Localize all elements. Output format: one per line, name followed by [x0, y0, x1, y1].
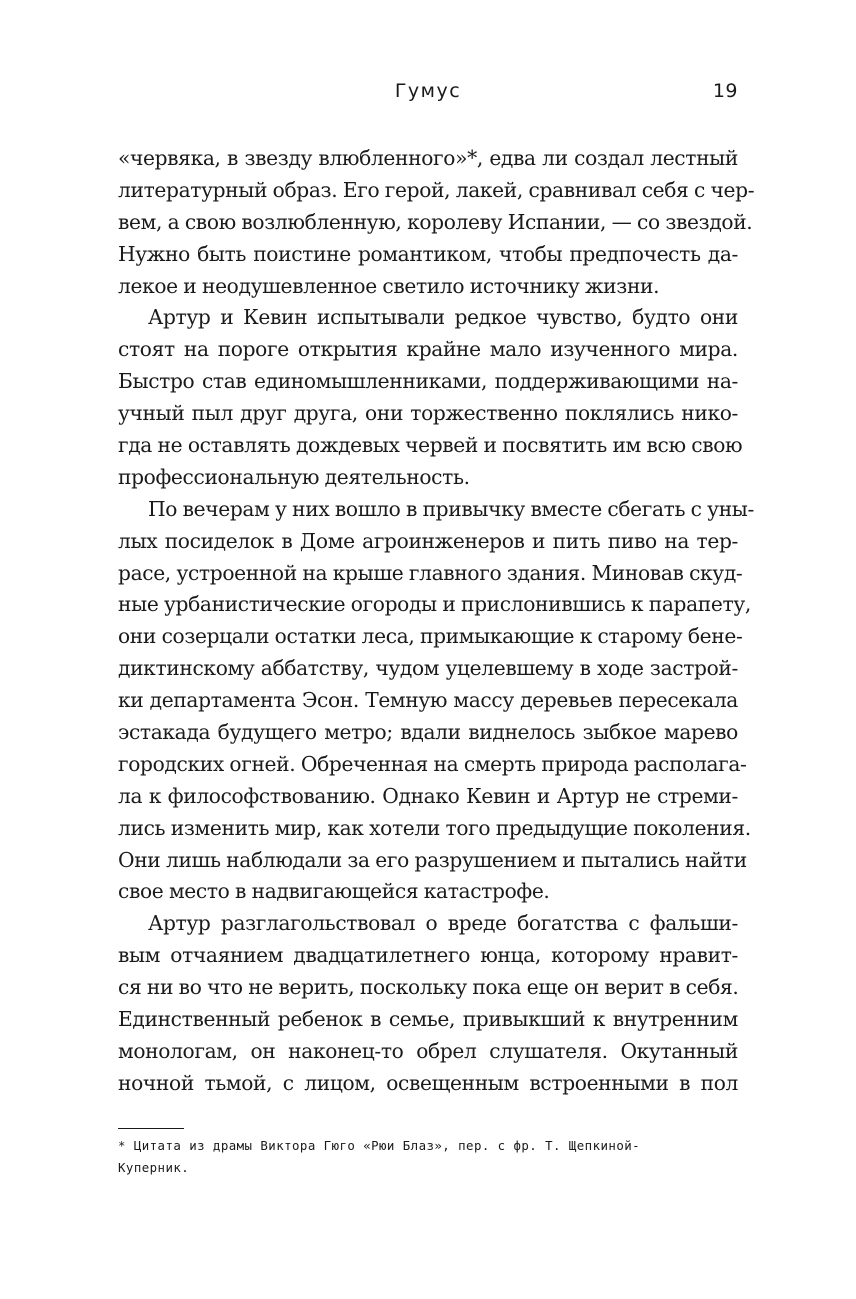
text-line: лых посиделок в Доме агроинженеров и пить пиво на тер- [118, 528, 738, 553]
text-line: гда не оставлять дождевых червей и посвятить им всю свою [118, 433, 743, 458]
text-line: Единственный ребенок в семье, привыкший к внутренним [118, 1007, 738, 1032]
text-line: По вечерам у них вошло в привычку вместе сбегать с уны- [148, 496, 754, 521]
text-line: Быстро став единомышленниками, поддерживающими на- [118, 369, 738, 394]
body-text [118, 143, 755, 1100]
text-line: стоят на пороге открытия крайне мало изученного мира. [118, 337, 738, 362]
text-line: эстакада будущего метро; вдали виднелось зыбкое марево [118, 720, 738, 745]
text-line: монологам, он наконец-то обрел слушателя. Окутанный [118, 1038, 738, 1063]
text-line: свое место в надвигающейся катастрофе. [118, 879, 550, 904]
text-line: ся ни во что не верить, поскольку пока еще он верит в себя. [118, 975, 739, 1000]
footnote [118, 1135, 743, 1179]
footnote-divider [118, 1128, 184, 1129]
running-header [118, 80, 738, 108]
text-line: диктинскому аббатству, чудом уцелевшему в ходе застрой- [118, 656, 738, 681]
text-line: литературный образ. Его герой, лакей, сравнивал себя с чер- [118, 177, 755, 202]
text-line: расе, устроенной на крыше главного здания. Миновав скуд- [118, 560, 743, 585]
text-line: городских огней. Обреченная на смерть природа располага- [118, 751, 747, 776]
text-line: Артур разглагольствовал о вреде богатства с фальши- [148, 911, 738, 936]
text-line: профессиональную деятельность. [118, 464, 470, 489]
text-line: «червяка, в звезду влюбленного»*, едва ли создал лестный [118, 146, 738, 170]
text-line: ночной тьмой, с лицом, освещенным встроенными в пол [118, 1070, 738, 1095]
footnote-line: Куперник. [118, 1160, 190, 1175]
text-line: они созерцали остатки леса, примыкающие к старому бене- [118, 624, 743, 649]
text-line: ки департамента Эсон. Темную массу деревьев пересекала [118, 688, 738, 713]
text-line: ла к философствованию. Однако Кевин и Артур не стреми- [118, 783, 738, 808]
page-number: 19 [712, 80, 738, 102]
text-line: Нужно быть поистине романтиком, чтобы предпочесть да- [118, 241, 738, 266]
text-line: учный пыл друг друга, они торжественно поклялись нико- [118, 401, 738, 426]
text-line: вым отчаянием двадцатилетнего юнца, которому нравит- [118, 943, 738, 968]
text-line: лекое и неодушевленное светило источнику жизни. [118, 273, 660, 298]
text-line: Артур и Кевин испытывали редкое чувство, будто они [148, 305, 738, 330]
text-line: Они лишь наблюдали за его разрушением и пытались найти [118, 847, 747, 872]
text-line: ные урбанистические огороды и прислонившись к парапету, [118, 592, 751, 617]
text-line: вем, а свою возлюбленную, королеву Испании, — со звездой. [118, 209, 753, 234]
text-line: лись изменить мир, как хотели того предыдущие поколения. [118, 815, 751, 840]
footnote-line: * Цитата из драмы Виктора Гюго «Рюи Блаз», пер. с фр. Т. Щепкиной- [118, 1138, 641, 1153]
running-title: Гумус [394, 80, 462, 102]
